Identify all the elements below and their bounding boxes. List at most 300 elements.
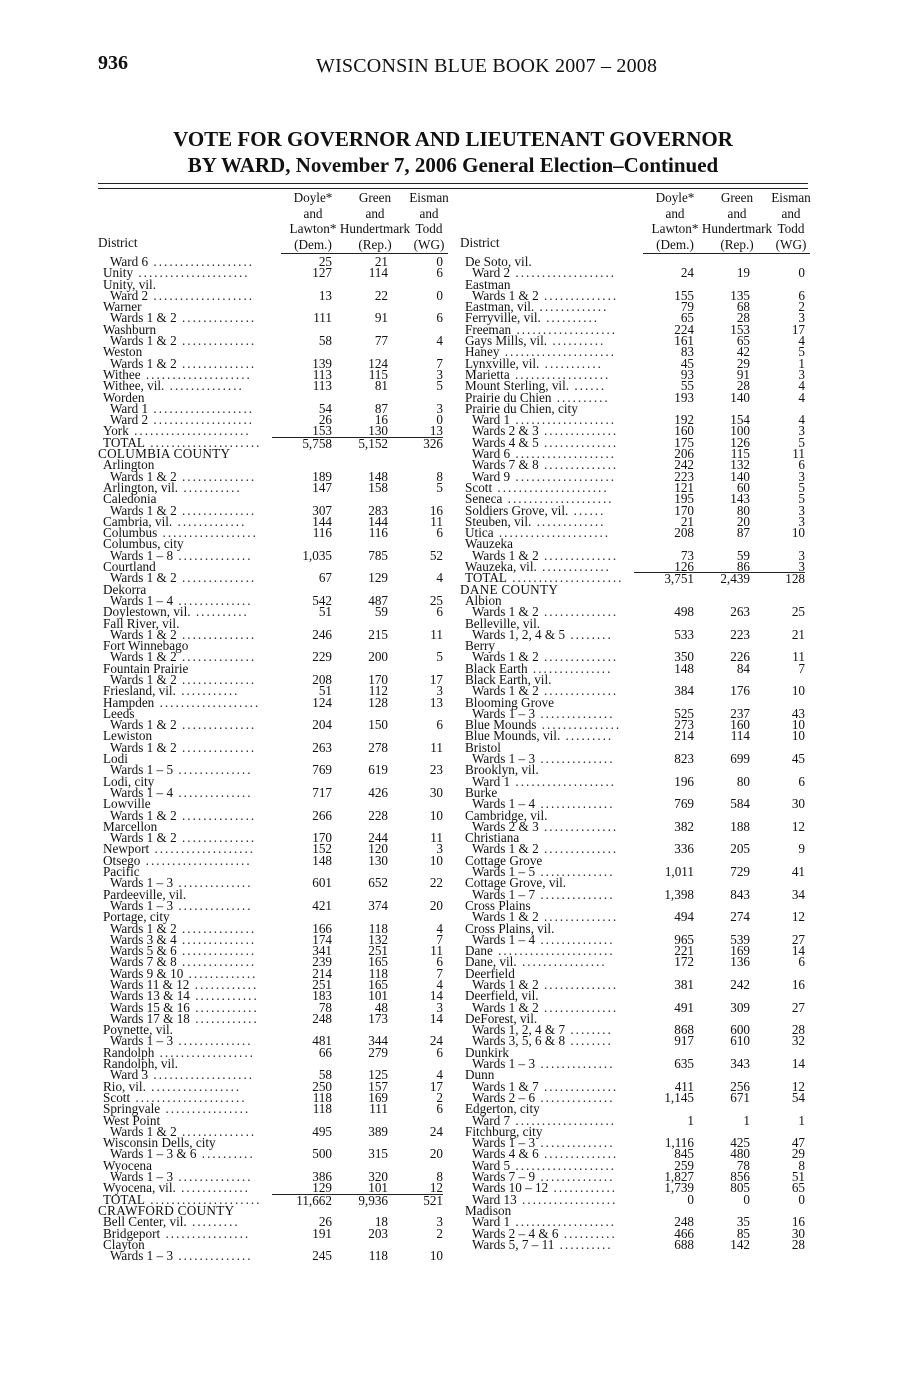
district-name: Ferryville, vil. .......... [465,310,600,326]
district-name: Black Earth, vil. [465,671,552,687]
green-votes: 87 [374,400,388,416]
doyle-votes: 525 [674,705,694,721]
district-name: Wards 1 & 2 .............. [110,920,257,936]
district-name: Ward 1 ................... [472,1214,617,1230]
district-name: Pardeeville, vil. [103,886,187,902]
eisman-votes: 54 [791,1089,805,1105]
eisman-votes: 5 [436,479,443,495]
green-votes: 81 [374,378,388,394]
green-votes: 116 [368,525,388,541]
table-title: VOTE FOR GOVERNOR AND LIEUTENANT GOVERNOR [173,127,733,151]
district-name: Deerfield [465,965,515,981]
green-votes: 18 [374,1214,388,1230]
eisman-votes: 14 [429,1010,443,1026]
eisman-votes: 27 [791,999,805,1015]
eisman-votes: 23 [429,762,443,778]
district-name: Wards 15 & 16 ............ [110,999,259,1015]
district-name: Dunkirk [465,1044,509,1060]
green-votes: 114 [730,728,750,744]
eisman-votes: 17 [429,1078,443,1094]
eisman-votes: 6 [436,717,443,733]
doyle-votes: 113 [312,366,332,382]
district-name: Worden [103,389,145,405]
district-name: Wyocena, vil. ............. [103,1180,250,1196]
district-name: Wards 1 & 2 .............. [110,739,257,755]
doyle-votes: 259 [674,1157,694,1173]
district-name: Wards 1 & 2 .............. [110,626,257,642]
right-column [460,190,810,1250]
district-name: Wards 1, 2, 4 & 5 ........ [472,626,613,642]
district-name: Wards 2 & 3 .............. [472,818,619,834]
doyle-votes: 45 [680,355,694,371]
doyle-votes: 153 [312,423,332,439]
district-name: Wards 1 & 2 .............. [110,310,257,326]
doyle-header: Doyle* and Lawton* (Dem.) [289,190,337,252]
eisman-votes: 11 [430,626,443,642]
district-name: Wards 1 – 3 .............. [472,751,615,767]
district-name: Arlington [103,457,155,473]
district-name: Black Earth ............... [465,660,613,676]
district-name: Wards 1 – 7 .............. [472,886,615,902]
green-votes: 729 [730,864,750,880]
district-name: Wards 1 & 2 .............. [110,830,257,846]
eisman-votes: 43 [791,705,805,721]
district-name: Wards 10 – 12 ............ [472,1180,618,1196]
doyle-votes: 111 [313,310,332,326]
eisman-votes: 4 [436,977,443,992]
doyle-votes: 223 [674,468,694,484]
doyle-votes: 965 [674,931,694,947]
district-name: Marcellon [103,818,158,834]
eisman-votes: 6 [798,457,805,473]
district-header: District [460,235,500,250]
district-name: Wards 4 & 5 .............. [472,434,619,450]
district-name: Wards 1 & 2 .............. [472,909,619,925]
eisman-votes: 6 [798,773,805,789]
eisman-votes: 13 [429,694,443,710]
doyle-header: Doyle* and Lawton* (Dem.) [651,190,699,252]
eisman-votes: 10 [791,717,805,733]
green-votes: 59 [374,604,388,620]
table-row [98,570,448,586]
eisman-votes: 17 [429,671,443,687]
green-votes: 215 [368,626,388,642]
district-name: Wards 1 & 2 .............. [472,683,619,699]
eisman-votes: 29 [791,1146,805,1162]
green-votes: 203 [368,1225,388,1241]
green-votes: 170 [368,671,388,687]
eisman-votes: 3 [436,400,443,416]
eisman-votes: 16 [791,1214,805,1230]
doyle-votes: 65 [680,310,694,326]
eisman-votes: 12 [791,1078,805,1094]
doyle-votes: 481 [312,1033,332,1049]
eisman-votes: 16 [791,977,805,992]
district-name: TOTAL ..................... [103,1191,262,1207]
table-row [98,739,448,755]
doyle-votes: 5,758 [272,437,332,449]
doyle-votes: 83 [680,344,694,360]
green-votes: 176 [730,683,750,699]
doyle-votes: 250 [312,1078,332,1094]
eisman-votes: 24 [429,1123,443,1139]
doyle-votes: 196 [674,773,694,789]
district-name: Dane, vil. ................ [465,954,607,970]
district-name: Haney ..................... [465,344,616,360]
green-votes: 48 [374,999,388,1015]
eisman-votes: 4 [436,1067,443,1083]
district-name: Madison [465,1202,512,1218]
eisman-votes: 3 [436,999,443,1015]
green-votes: 20 [736,513,750,529]
district-name: Wards 1, 2, 4 & 7 ........ [472,1022,613,1038]
doyle-votes: 251 [312,977,332,992]
district-name: Springvale ................ [103,1101,251,1117]
doyle-votes: 421 [312,897,332,913]
green-votes: 65 [736,333,750,349]
eisman-votes: 0 [436,287,443,303]
green-votes: 80 [736,502,750,518]
doyle-votes: 58 [318,333,332,349]
eisman-votes: 3 [798,559,805,575]
doyle-votes: 170 [674,502,694,518]
district-name: Prairie du Chien .......... [465,389,610,405]
eisman-votes: 1 [798,355,805,371]
green-votes: 144 [368,513,388,529]
district-name: Cross Plains [465,897,531,913]
eisman-votes: 6 [798,287,805,303]
left-rows [98,254,448,1264]
header-rule [643,253,810,254]
green-votes: 242 [730,977,750,992]
doyle-votes: 823 [674,751,694,767]
district-name: Wards 1 & 2 .............. [110,468,257,484]
eisman-votes: 6 [436,1044,443,1060]
district-name: Blue Mounds, vil. ......... [465,728,614,744]
green-votes: 226 [730,649,750,665]
doyle-votes: 845 [674,1146,694,1162]
district-name: Randolph .................. [103,1044,255,1060]
district-name: Doylestown, vil. .......... [103,604,249,620]
doyle-votes: 79 [680,299,694,315]
eisman-votes: 32 [791,1033,805,1049]
district-name: Eastman [465,276,511,292]
green-votes: 278 [368,739,388,755]
district-name: Wards 17 & 18 ............ [110,1010,259,1026]
doyle-votes: 118 [312,1089,332,1105]
green-votes: 132 [730,457,750,473]
eisman-votes: 4 [798,333,805,349]
green-votes: 309 [730,999,750,1015]
green-votes: 87 [736,525,750,541]
eisman-votes: 128 [745,572,805,584]
green-votes: 344 [368,1033,388,1049]
district-name: Blue Mounds ............... [465,717,622,733]
doyle-votes: 350 [674,649,694,665]
table-row [98,287,448,303]
green-votes: 699 [730,751,750,767]
eisman-votes: 10 [429,807,443,823]
eisman-votes: 7 [436,931,443,947]
green-votes: 2,439 [690,572,750,584]
district-name: Marietta .................. [465,366,611,382]
green-votes: 28 [736,310,750,326]
green-votes: 135 [730,287,750,303]
green-votes: 228 [368,807,388,823]
district-name: Wards 1 & 2 .............. [472,287,619,303]
green-votes: 100 [730,423,750,439]
eisman-votes: 5 [436,378,443,394]
green-votes: 244 [368,830,388,846]
page-number: 936 [98,52,128,74]
doyle-votes: 229 [312,649,332,665]
eisman-votes: 4 [436,920,443,936]
table-row [460,1191,810,1207]
doyle-votes: 381 [674,977,694,992]
doyle-votes: 21 [680,513,694,529]
district-name: Wyocena [103,1157,152,1173]
doyle-votes: 11,662 [272,1194,332,1206]
green-votes: 856 [730,1169,750,1185]
green-votes: 130 [368,423,388,439]
district-name: Ward 2 ................... [110,412,255,428]
eisman-votes: 27 [791,931,805,947]
district-name: Wards 1 – 8 .............. [110,547,253,563]
district-name: Cross Plains, vil. [465,920,555,936]
district-name: Wards 13 & 14 ............ [110,988,259,1004]
doyle-votes: 224 [674,321,694,337]
doyle-votes: 175 [674,434,694,450]
district-name: Wauzeka [465,536,513,552]
district-name: Fort Winnebago [103,638,189,654]
district-name: Belleville, vil. [465,615,541,631]
district-name: Wards 1 – 3 .............. [472,1056,615,1072]
green-votes: 28 [736,378,750,394]
doyle-votes: 263 [312,739,332,755]
eisman-votes: 12 [429,1180,443,1196]
doyle-votes: 0 [687,1191,694,1207]
doyle-votes: 73 [680,547,694,563]
district-name: DANE COUNTY [460,581,559,597]
green-votes: 126 [730,434,750,450]
table-row [460,265,810,281]
district-name: Wards 1 – 3 .............. [110,1169,253,1185]
doyle-votes: 1,827 [664,1169,694,1185]
district-name: Mount Sterling, vil. ...... [465,378,607,394]
green-votes: 671 [730,1089,750,1105]
green-votes: 68 [736,299,750,315]
doyle-votes: 189 [312,468,332,484]
green-votes: 200 [368,649,388,665]
doyle-votes: 411 [674,1078,694,1094]
column-header [98,190,448,252]
eisman-votes: 326 [383,437,443,449]
eisman-votes: 45 [791,751,805,767]
district-name: Wards 1 & 2 .............. [110,502,257,518]
doyle-votes: 466 [674,1225,694,1241]
eisman-votes: 6 [436,604,443,620]
eisman-votes: 9 [798,841,805,857]
district-name: Ward 1 ................... [472,412,617,428]
doyle-votes: 148 [312,852,332,868]
district-name: Wards 1 – 4 .............. [110,784,253,800]
doyle-votes: 384 [674,683,694,699]
district-name: Bell Center, vil. ......... [103,1214,240,1230]
green-votes: 223 [730,626,750,642]
doyle-votes: 533 [674,626,694,642]
green-votes: 35 [736,1214,750,1230]
doyle-votes: 192 [674,412,694,428]
doyle-votes: 214 [312,965,332,981]
doyle-votes: 688 [674,1236,694,1252]
doyle-votes: 214 [674,728,694,744]
green-votes: 315 [368,1146,388,1162]
doyle-votes: 1,145 [664,1089,694,1105]
district-name: Ward 2 ................... [110,287,255,303]
doyle-votes: 221 [674,943,694,959]
eisman-votes: 6 [436,265,443,281]
doyle-votes: 67 [318,570,332,586]
district-name: Wards 1 – 3 .............. [110,875,253,891]
district-name: Leeds [103,705,135,721]
doyle-votes: 126 [674,559,694,575]
green-votes: 129 [368,570,388,586]
green-votes: 91 [374,310,388,326]
green-header: Green and Hundertmark (Rep.) [339,190,411,252]
doyle-votes: 51 [318,683,332,699]
green-votes: 237 [730,705,750,721]
eisman-votes: 28 [791,1022,805,1038]
doyle-votes: 208 [312,671,332,687]
district-name: Ward 1 ................... [472,773,617,789]
district-name: Wards 7 & 8 .............. [110,954,257,970]
eisman-votes: 4 [436,333,443,349]
green-votes: 256 [730,1078,750,1094]
district-name: Wards 1 & 2 .............. [472,841,619,857]
district-name: Prairie du Chien, city [465,400,578,416]
district-name: Dunn [465,1067,495,1083]
doyle-votes: 51 [318,604,332,620]
table-row [98,852,448,868]
doyle-votes: 152 [312,841,332,857]
doyle-votes: 58 [318,1067,332,1083]
doyle-votes: 635 [674,1056,694,1072]
doyle-votes: 113 [312,378,332,394]
doyle-votes: 193 [674,389,694,405]
eisman-votes: 6 [436,954,443,970]
eisman-votes: 8 [798,1157,805,1173]
doyle-votes: 26 [318,1214,332,1230]
district-name: Wards 1 & 2 .............. [472,649,619,665]
district-name: Lowville [103,796,151,812]
district-name: Wards 7 – 9 .............. [472,1169,615,1185]
district-name: Friesland, vil. ........... [103,683,240,699]
doyle-votes: 917 [674,1033,694,1049]
header-rule [281,253,448,254]
green-votes: 29 [736,355,750,371]
table-row [98,1225,448,1241]
district-name: Wards 2 – 6 .............. [472,1089,615,1105]
green-votes: 652 [368,875,388,891]
district-name: Wards 1 & 2 .............. [472,999,619,1015]
green-votes: 153 [730,321,750,337]
green-votes: 118 [368,920,388,936]
eisman-votes: 1 [798,1112,805,1128]
green-votes: 785 [368,547,388,563]
doyle-votes: 147 [312,479,332,495]
doyle-votes: 13 [318,287,332,303]
district-name: Wards 1 & 2 .............. [110,671,257,687]
district-name: Wards 3, 5, 6 & 8 ........ [472,1033,613,1049]
district-name: Wards 5, 7 – 11 .......... [472,1236,613,1252]
district-name: Ward 9 ................... [472,468,617,484]
eisman-votes: 2 [798,299,805,315]
green-votes: 263 [730,604,750,620]
green-votes: 130 [368,852,388,868]
eisman-votes: 3 [798,502,805,518]
green-votes: 118 [368,1248,388,1264]
district-name: West Point [103,1112,161,1128]
green-votes: 143 [730,491,750,507]
green-votes: 125 [368,1067,388,1083]
green-votes: 205 [730,841,750,857]
doyle-votes: 195 [674,491,694,507]
doyle-votes: 491 [674,999,694,1015]
district-name: Blooming Grove [465,694,555,710]
eisman-votes: 16 [429,502,443,518]
eisman-votes: 6 [436,310,443,326]
district-name: Berry [465,638,496,654]
doyle-votes: 498 [674,604,694,620]
doyle-votes: 341 [312,943,332,959]
district-name: Ward 5 ................... [472,1157,617,1173]
district-header: District [98,235,138,250]
district-name: Ward 6 ................... [472,446,617,462]
green-votes: 22 [374,287,388,303]
eisman-votes: 22 [429,875,443,891]
district-name: Wisconsin Dells, city [103,1135,216,1151]
eisman-votes: 7 [436,355,443,371]
district-name: Seneca .................... [465,491,614,507]
eisman-votes: 7 [798,660,805,676]
district-name: Wards 1 – 3 .............. [110,1033,253,1049]
green-votes: 619 [368,762,388,778]
doyle-votes: 78 [318,999,332,1015]
green-votes: 101 [368,988,388,1004]
doyle-votes: 248 [674,1214,694,1230]
district-name: Dekorra [103,581,147,597]
doyle-votes: 1,739 [664,1180,694,1196]
doyle-votes: 1,116 [664,1135,694,1151]
green-votes: 115 [368,366,388,382]
district-name: Lewiston [103,728,153,744]
table-row [98,694,448,710]
district-name: Lynxville, vil. ........... [465,355,603,371]
green-votes: 188 [730,818,750,834]
green-votes: 610 [730,1033,750,1049]
green-votes: 426 [368,784,388,800]
district-name: Cottage Grove, vil. [465,875,567,891]
district-name: Columbus, city [103,536,184,552]
county-heading [460,581,810,597]
district-name: Soldiers Grove, vil. ...... [465,502,606,518]
green-votes: 157 [368,1078,388,1094]
green-votes: 60 [736,479,750,495]
district-name: York ...................... [103,423,251,439]
green-votes: 140 [730,389,750,405]
green-votes: 165 [368,977,388,992]
eisman-votes: 3 [798,423,805,439]
